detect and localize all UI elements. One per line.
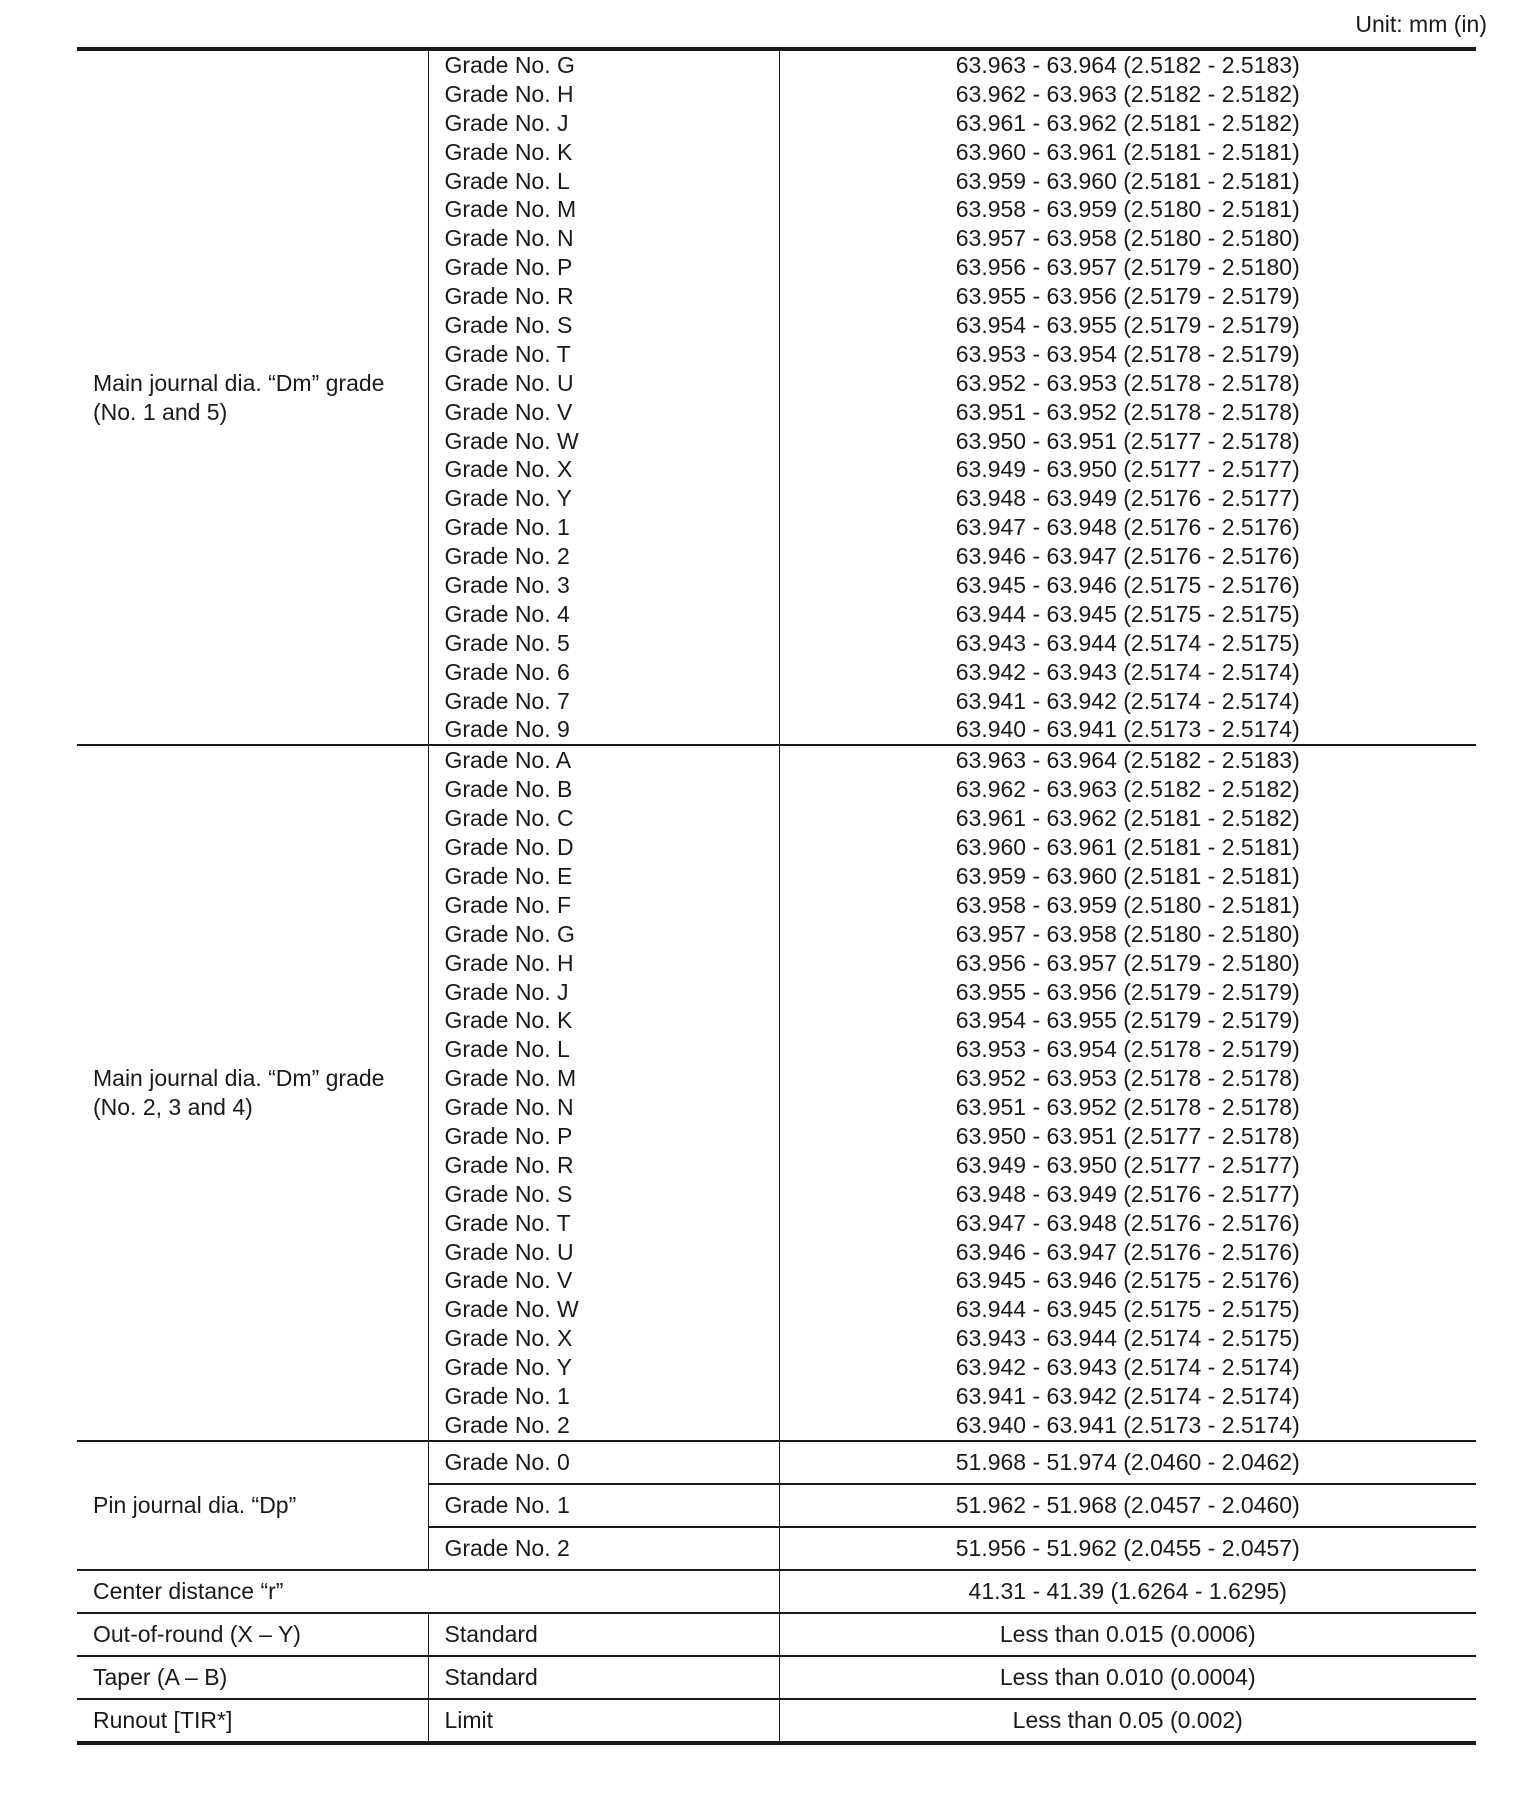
grade-label: Grade No. 4 (444, 600, 570, 627)
grade-label: Grade No. T (444, 1209, 571, 1236)
grade-value: 63.957 - 63.958 (2.5180 - 2.5180) (955, 225, 1300, 252)
grade-label: Grade No. E (444, 862, 573, 889)
grade-label: Grade No. M (444, 1065, 577, 1092)
grade-value: 63.952 - 63.953 (2.5178 - 2.5178) (955, 369, 1300, 396)
tail-item: Out-of-round (X – Y) (77, 1613, 428, 1656)
grade-label: Grade No. S (444, 1180, 573, 1207)
tail-value: Less than 0.05 (0.002) (779, 1699, 1476, 1743)
grade-label: Grade No. X (444, 1325, 573, 1352)
grade-value: 63.953 - 63.954 (2.5178 - 2.5179) (955, 1036, 1300, 1063)
grade-label: Grade No. G (444, 920, 575, 947)
tail-mid: Standard (428, 1613, 779, 1656)
tail-value: Less than 0.010 (0.0004) (779, 1656, 1476, 1699)
grade-value: 63.963 - 63.964 (2.5182 - 2.5183) (955, 747, 1300, 774)
grade-value: 63.958 - 63.959 (2.5180 - 2.5181) (955, 891, 1300, 918)
grade-value: 63.942 - 63.943 (2.5174 - 2.5174) (955, 658, 1300, 685)
grade-label: Grade No. 5 (444, 629, 570, 656)
grade-value: 63.961 - 63.962 (2.5181 - 2.5182) (955, 805, 1300, 832)
grade-value: 63.951 - 63.952 (2.5178 - 2.5178) (955, 1094, 1300, 1121)
grade-label: Grade No. Y (444, 1354, 572, 1381)
grade-label: Grade No. N (444, 1094, 574, 1121)
grade-value: 63.950 - 63.951 (2.5177 - 2.5178) (955, 427, 1300, 454)
grade-label: Grade No. K (444, 1007, 573, 1034)
grade-value: 63.958 - 63.959 (2.5180 - 2.5181) (955, 196, 1300, 223)
center-distance-row (77, 1570, 1476, 1613)
grade-label: Grade No. B (444, 776, 573, 803)
item-cell (77, 49, 428, 745)
grade-value: 63.946 - 63.947 (2.5176 - 2.5176) (955, 1238, 1300, 1265)
grade-value: 63.955 - 63.956 (2.5179 - 2.5179) (955, 978, 1300, 1005)
item-cell (77, 745, 428, 1440)
grade-value: 63.942 - 63.943 (2.5174 - 2.5174) (955, 1354, 1300, 1381)
grade-value: 63.948 - 63.949 (2.5176 - 2.5177) (955, 485, 1300, 512)
grade-label: Grade No. L (444, 1036, 570, 1063)
grade-value: 63.947 - 63.948 (2.5176 - 2.5176) (955, 514, 1300, 541)
center-distance-value: 41.31 - 41.39 (1.6264 - 1.6295) (779, 1570, 1476, 1613)
grade-value: 63.943 - 63.944 (2.5174 - 2.5175) (955, 629, 1300, 656)
grade-label: Grade No. W (444, 1296, 579, 1323)
grade-label: Grade No. X (444, 456, 573, 483)
item-label-line2: (No. 2, 3 and 4) (93, 1094, 253, 1121)
grade-value: 63.944 - 63.945 (2.5175 - 2.5175) (955, 1296, 1300, 1323)
grade-value: 63.940 - 63.941 (2.5173 - 2.5174) (955, 716, 1300, 743)
grade-value: 63.960 - 63.961 (2.5181 - 2.5181) (955, 834, 1300, 861)
grade-label: Grade No. P (444, 254, 573, 281)
grade-value: 63.960 - 63.961 (2.5181 - 2.5181) (955, 138, 1300, 165)
grade-label: Grade No. 1 (444, 1382, 570, 1409)
section-main-journal-1-5 (77, 49, 1476, 745)
pin-grade: Grade No. 1 (428, 1484, 779, 1527)
grade-list (428, 49, 779, 745)
grade-value: 63.948 - 63.949 (2.5176 - 2.5177) (955, 1180, 1300, 1207)
value-list (779, 745, 1476, 1440)
grade-value: 63.949 - 63.950 (2.5177 - 2.5177) (955, 1151, 1300, 1178)
grade-label: Grade No. R (444, 1151, 574, 1178)
grade-label: Grade No. 3 (444, 572, 570, 599)
tail-mid: Standard (428, 1656, 779, 1699)
grade-label: Grade No. V (444, 1267, 573, 1294)
grade-label: Grade No. L (444, 167, 570, 194)
grade-value: 63.949 - 63.950 (2.5177 - 2.5177) (955, 456, 1300, 483)
grade-label: Grade No. 2 (444, 543, 570, 570)
grade-value: 63.953 - 63.954 (2.5178 - 2.5179) (955, 340, 1300, 367)
grade-value: 63.940 - 63.941 (2.5173 - 2.5174) (955, 1411, 1300, 1438)
grade-label: Grade No. 1 (444, 514, 570, 541)
grade-label: Grade No. W (444, 427, 579, 454)
grade-label: Grade No. G (444, 52, 575, 78)
grade-label: Grade No. S (444, 312, 573, 339)
grade-list (428, 745, 779, 1440)
item-label-line2: (No. 1 and 5) (93, 398, 228, 425)
grade-value: 63.950 - 63.951 (2.5177 - 2.5178) (955, 1122, 1300, 1149)
grade-value: 63.962 - 63.963 (2.5182 - 2.5182) (955, 776, 1300, 803)
unit-label: Unit: mm (in) (1355, 11, 1487, 37)
section-main-journal-2-3-4 (77, 745, 1476, 1440)
grade-label: Grade No. 6 (444, 658, 570, 685)
item-label-line1: Main journal dia. “Dm” grade (93, 369, 385, 396)
value-list (779, 49, 1476, 745)
grade-label: Grade No. U (444, 1238, 574, 1265)
center-distance-label: Center distance “r” (77, 1570, 779, 1613)
grade-label: Grade No. Y (444, 485, 572, 512)
grade-label: Grade No. F (444, 891, 572, 918)
grade-value: 63.956 - 63.957 (2.5179 - 2.5180) (955, 949, 1300, 976)
pin-journal-row-0 (77, 1441, 1476, 1484)
grade-value: 63.957 - 63.958 (2.5180 - 2.5180) (955, 920, 1300, 947)
grade-value: 63.951 - 63.952 (2.5178 - 2.5178) (955, 398, 1300, 425)
grade-value: 63.959 - 63.960 (2.5181 - 2.5181) (955, 167, 1300, 194)
grade-label: Grade No. R (444, 283, 574, 310)
grade-label: Grade No. K (444, 138, 573, 165)
grade-label: Grade No. P (444, 1122, 573, 1149)
grade-label: Grade No. A (444, 747, 572, 774)
taper-row (77, 1656, 1476, 1699)
grade-value: 63.954 - 63.955 (2.5179 - 2.5179) (955, 312, 1300, 339)
item-label-line1: Main journal dia. “Dm” grade (93, 1065, 385, 1092)
grade-label: Grade No. J (444, 109, 569, 136)
grade-label: Grade No. T (444, 340, 571, 367)
pin-value: 51.956 - 51.962 (2.0455 - 2.0457) (779, 1527, 1476, 1570)
grade-value: 63.945 - 63.946 (2.5175 - 2.5176) (955, 572, 1300, 599)
grade-value: 63.955 - 63.956 (2.5179 - 2.5179) (955, 283, 1300, 310)
grade-label: Grade No. 9 (444, 716, 570, 743)
out-of-round-row (77, 1613, 1476, 1656)
pin-grade: Grade No. 2 (428, 1527, 779, 1570)
grade-label: Grade No. 7 (444, 687, 570, 714)
tail-value: Less than 0.015 (0.0006) (779, 1613, 1476, 1656)
grade-value: 63.952 - 63.953 (2.5178 - 2.5178) (955, 1065, 1300, 1092)
pin-item-cell: Pin journal dia. “Dp” (77, 1441, 428, 1570)
grade-label: Grade No. C (444, 805, 574, 832)
crankshaft-spec-table (77, 47, 1476, 1745)
grade-label: Grade No. D (444, 834, 574, 861)
grade-value: 63.944 - 63.945 (2.5175 - 2.5175) (955, 600, 1300, 627)
grade-value: 63.962 - 63.963 (2.5182 - 2.5182) (955, 80, 1300, 107)
pin-value: 51.962 - 51.968 (2.0457 - 2.0460) (779, 1484, 1476, 1527)
pin-grade: Grade No. 0 (428, 1441, 779, 1484)
grade-value: 63.959 - 63.960 (2.5181 - 2.5181) (955, 862, 1300, 889)
tail-mid: Limit (428, 1699, 779, 1743)
grade-value: 63.947 - 63.948 (2.5176 - 2.5176) (955, 1209, 1300, 1236)
grade-value: 63.941 - 63.942 (2.5174 - 2.5174) (955, 1382, 1300, 1409)
grade-label: Grade No. M (444, 196, 577, 223)
grade-value: 63.941 - 63.942 (2.5174 - 2.5174) (955, 687, 1300, 714)
runout-row (77, 1699, 1476, 1743)
grade-label: Grade No. U (444, 369, 574, 396)
grade-value: 63.956 - 63.957 (2.5179 - 2.5180) (955, 254, 1300, 281)
grade-value: 63.963 - 63.964 (2.5182 - 2.5183) (955, 52, 1300, 78)
pin-value: 51.968 - 51.974 (2.0460 - 2.0462) (779, 1441, 1476, 1484)
grade-label: Grade No. J (444, 978, 569, 1005)
grade-value: 63.946 - 63.947 (2.5176 - 2.5176) (955, 543, 1300, 570)
grade-label: Grade No. 2 (444, 1411, 570, 1438)
grade-value: 63.943 - 63.944 (2.5174 - 2.5175) (955, 1325, 1300, 1352)
grade-label: Grade No. H (444, 80, 574, 107)
grade-label: Grade No. V (444, 398, 573, 425)
grade-value: 63.954 - 63.955 (2.5179 - 2.5179) (955, 1007, 1300, 1034)
grade-label: Grade No. H (444, 949, 574, 976)
grade-value: 63.961 - 63.962 (2.5181 - 2.5182) (955, 109, 1300, 136)
grade-value: 63.945 - 63.946 (2.5175 - 2.5176) (955, 1267, 1300, 1294)
tail-item: Runout [TIR*] (77, 1699, 428, 1743)
grade-label: Grade No. N (444, 225, 574, 252)
tail-item: Taper (A – B) (77, 1656, 428, 1699)
